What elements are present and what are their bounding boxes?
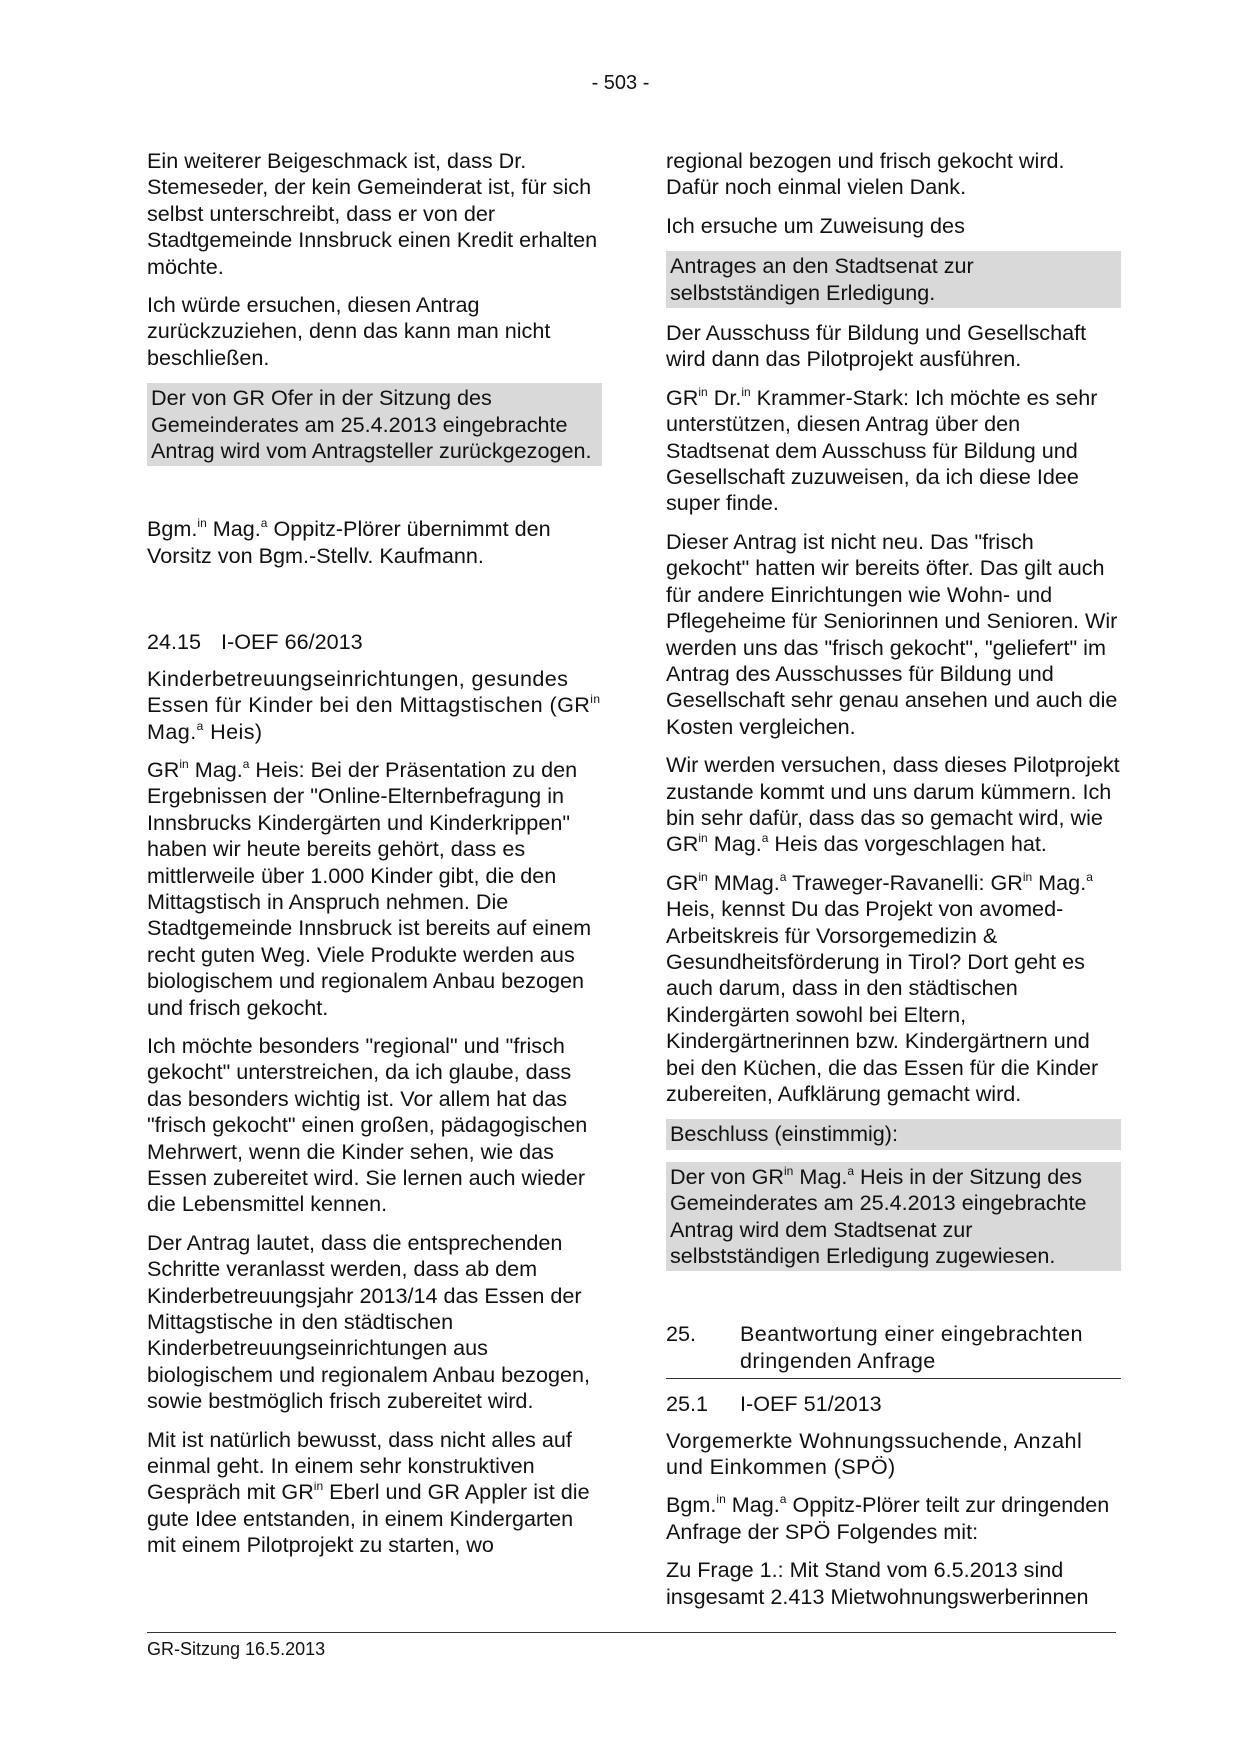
paragraph: $GR^{in}$ MMag.$^a$ Traweger-Ravanelli: $GR^{in}$ Mag.$^a$ Heis, kennst Du das Projekt von avomed-Arbeitskreis für Vorsorgemedizin & Gesundheitsförderung in Tirol? Dort geht es auch darum, dass in den städtischen Kindergärten sowohl bei Eltern, Kindergärtnerinnen bzw. Kindergärtnern und bei den Küchen, die das Essen für die Kinder zubereiten, Aufklärung gemacht wird.: [666, 869, 1099, 1106]
agenda-item-number: 24.15: [147, 629, 202, 655]
page-footer: GR-Sitzung 16.5.2013: [147, 1632, 1116, 1660]
agenda-item-header: [666, 1391, 1121, 1417]
paragraph: Zu Frage 1.: Mit Stand vom 6.5.2013 sind insgesamt 2.413 Mietwohnungswerberinnen: [666, 1557, 1089, 1609]
page-number: - 503 -: [591, 72, 650, 94]
shaded-resolution: Der von GR Ofer in der Sitzung des Gemeinderates am 25.4.2013 eingebrachte Antrag wird vom Antragsteller zurückgezogen.: [147, 383, 602, 466]
agenda-item-header: [147, 629, 602, 655]
paragraph: Ich ersuche um Zuweisung des: [666, 212, 965, 238]
paragraph: Der Ausschuss für Bildung und Gesellschaft wird dann das Pilotprojekt ausführen.: [666, 320, 1087, 372]
resolution-label: Beschluss (einstimmig):: [666, 1119, 1121, 1149]
paragraph: Ein weiterer Beigeschmack ist, dass Dr. Stemeseder, der kein Gemeinderat ist, für sich selbst unterschreibt, dass er von der Stadtgemeinde Innsbruck einen Kredit erhalten möchte.: [147, 148, 598, 279]
agenda-item-title: Vorgemerkte Wohnungssuchende, Anzahl und Einkommen (SPÖ): [666, 1427, 1083, 1480]
chair-change-note: Bgm.$^{in}$ Mag.$^a$ Oppitz-Plörer übernimmt den Vorsitz von Bgm.-Stellv. Kaufmann.: [147, 516, 551, 568]
paragraph: Wir werden versuchen, dass dieses Pilotprojekt zustande kommt und uns darum kümmern. Ich bin sehr dafür, dass das so gemacht wird, wie $GR^{in}$ Mag.$^a$ Heis das vorgeschlagen hat.: [666, 752, 1120, 857]
shaded-resolution: Antrages an den Stadtsenat zur selbstständigen Erledigung.: [666, 251, 1121, 308]
paragraph: $GR^{in}$ Mag.$^a$ Heis: Bei der Präsentation zu den Ergebnissen der "Online-Elternbefragung in Innsbrucks Kindergärten und Kinderkrippen" haben wir heute bereits gehört, dass es mittlerweile über 1.000 Kinder gibt, die den Mittagstisch in Anspruch nehmen. Die Stadtgemeinde Innsbruck ist bereits auf einem recht guten Weg. Viele Produkte werden aus biologischem und regionalem Anbau bezogen und frisch gekocht.: [147, 756, 592, 1020]
agenda-item-number: 25.1: [666, 1391, 709, 1417]
paragraph: Mit ist natürlich bewusst, dass nicht alles auf einmal geht. In einem sehr konstruktiven Gespräch mit $GR^{in}$ Eberl und GR Appler ist die gute Idee entstanden, in einem Kindergarten mit einem Pilotprojekt zu starten, wo: [147, 1426, 590, 1558]
paragraph: Der Antrag lautet, dass die entsprechenden Schritte veranlasst werden, dass ab dem Kinderbetreuungsjahr 2013/14 das Essen der Mittagstische in den städtischen Kinderbetreuungseinrichtungen aus biologischem und regionalem Anbau bezogen, sowie bestmöglich frisch zubereitet wird.: [147, 1229, 590, 1414]
paragraph: Ich würde ersuchen, diesen Antrag zurückzuziehen, denn das kann man nicht beschließen.: [147, 292, 551, 370]
right-column: [666, 148, 1121, 1622]
paragraph: regional bezogen und frisch gekocht wird. Dafür noch einmal vielen Dank.: [666, 148, 1065, 200]
section-title: Beantwortung einer eingebrachten dringenden Anfrage: [740, 1321, 1083, 1373]
shaded-resolution: Der von $GR^{in}$ Mag.$^a$ Heis in der Sitzung des Gemeinderates am 25.4.2013 eingebrachte Antrag wird dem Stadtsenat zur selbstständigen Erledigung zugewiesen.: [666, 1162, 1121, 1272]
agenda-item-id: I-OEF 66/2013: [221, 629, 363, 655]
agenda-item-id: I-OEF 51/2013: [740, 1391, 882, 1417]
paragraph: Ich möchte besonders "regional" und "frisch gekocht" unterstreichen, da ich glaube, dass das besonders wichtig ist. Vor allem hat das "frisch gekocht" einen großen, pädagogischen Mehrwert, wenn die Kinder sehen, wie das Essen zubereitet wird. Sie lernen auch wieder die Lebensmittel kennen.: [147, 1032, 588, 1217]
paragraph: Dieser Antrag ist nicht neu. Das "frisch gekocht" hatten wir bereits öfter. Das gilt auch für andere Einrichtungen wie Wohn- und Pflegeheime für Seniorinnen und Senioren. Wir werden uns das "frisch gekocht", "geliefert" im Antrag des Ausschusses für Bildung und Gesellschaft sehr genau ansehen und auch die Kosten vergleichen.: [666, 528, 1118, 739]
paragraph: $GR^{in}$ Dr.$^{in}$ Krammer-Stark: Ich möchte es sehr unterstützen, diesen Antrag über den Stadtsenat dem Ausschuss für Bildung und Gesellschaft zuzuweisen, da ich diese Idee super finde.: [666, 384, 1098, 516]
paragraph: Bgm.$^{in}$ Mag.$^a$ Oppitz-Plörer teilt zur dringenden Anfrage der SPÖ Folgendes mit:: [666, 1492, 1110, 1544]
section-header: [666, 1321, 1121, 1379]
agenda-item-title: Kinderbetreuungseinrichtungen, gesundes Essen für Kinder bei den Mittagstischen ($GR^{in}$ Mag.$^a$ Heis): [147, 665, 601, 744]
left-column: [147, 148, 602, 1571]
section-number: 25.: [666, 1321, 697, 1347]
